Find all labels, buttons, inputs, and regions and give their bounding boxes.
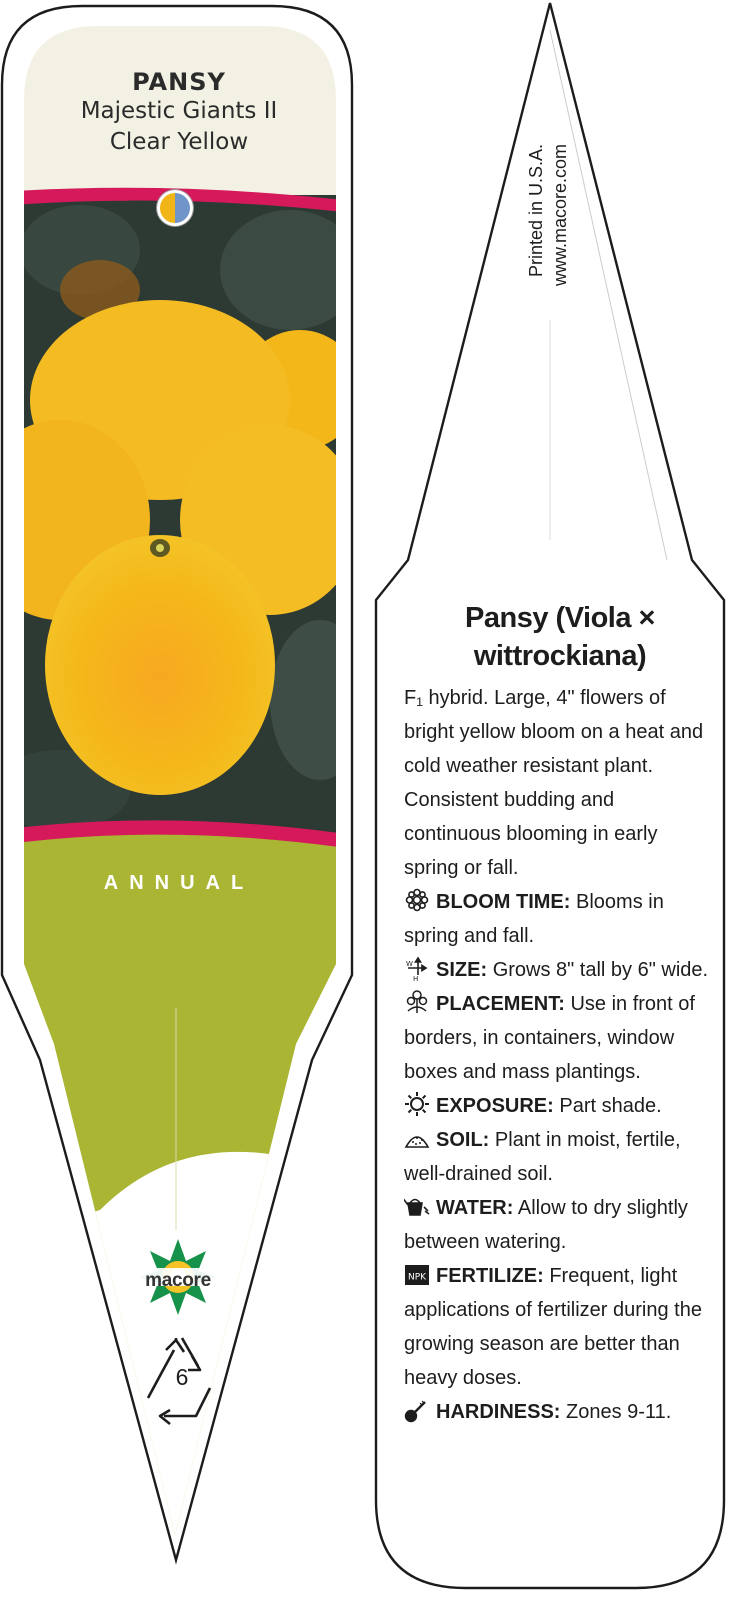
brand-logo-text: macore xyxy=(145,1270,211,1291)
attr-text: Part shade. xyxy=(559,1095,662,1117)
svg-text:NPK: NPK xyxy=(407,1272,427,1283)
attr-text: Blooms in spring and fall. xyxy=(404,891,664,947)
attr-water xyxy=(404,1191,716,1259)
placement-icon xyxy=(404,989,430,1015)
attr-label: SOIL: xyxy=(436,1129,490,1151)
printed-origin: Printed in U.S.A. xyxy=(526,143,546,278)
attr-text: Use in front of borders, in containers, window boxes and mass plantings. xyxy=(404,993,695,1083)
attr-text: Allow to dry slightly between watering. xyxy=(404,1197,688,1253)
attr-label: BLOOM TIME: xyxy=(436,891,571,913)
attr-label: PLACEMENT: xyxy=(436,993,565,1015)
recycle-code: 6 xyxy=(175,1364,189,1390)
sun-icon xyxy=(404,1091,430,1117)
attr-hardiness xyxy=(404,1395,716,1429)
plant-common-name: PANSY xyxy=(132,68,226,96)
npk-icon xyxy=(404,1261,430,1287)
size-icon xyxy=(404,955,430,981)
attr-fertilize xyxy=(404,1259,716,1395)
category-label: ANNUAL xyxy=(103,872,255,894)
attr-label: HARDINESS: xyxy=(436,1401,561,1423)
printed-website: www.macore.com xyxy=(550,143,570,287)
flower-icon xyxy=(404,887,430,913)
watering-can-icon xyxy=(404,1193,430,1219)
svg-text:H: H xyxy=(413,975,419,981)
attr-text: Zones 9-11. xyxy=(566,1401,672,1423)
color-indicator-icon xyxy=(157,190,193,226)
soil-icon xyxy=(404,1125,430,1151)
plant-title-block xyxy=(24,68,334,158)
attr-text: Grows 8" tall by 6" wide. xyxy=(492,959,709,981)
attr-label: SIZE: xyxy=(436,959,488,981)
thermometer-icon xyxy=(404,1397,430,1423)
attr-placement xyxy=(404,987,716,1089)
plant-description: F₁ hybrid. Large, 4" flowers of bright yellow bloom on a heat and cold weather resistant plant. Consistent budding and continuous blooming in early spring or fall. xyxy=(404,687,704,879)
attr-text: Plant in moist, fertile, well-drained soil. xyxy=(404,1129,681,1185)
attr-exposure xyxy=(404,1089,716,1123)
svg-text:W: W xyxy=(406,960,413,968)
attr-label: WATER: xyxy=(436,1197,514,1219)
care-info xyxy=(404,599,716,1429)
variety-line-1: Majestic Giants II xyxy=(80,98,278,124)
attr-bloom-time xyxy=(404,885,716,953)
scientific-name: Pansy (Viola × wittrockiana) xyxy=(465,602,655,672)
attr-soil xyxy=(404,1123,716,1191)
attr-text: Frequent, light applications of fertilizer during the growing season are better than heavy doses. xyxy=(404,1265,702,1389)
variety-line-2: Clear Yellow xyxy=(109,129,249,155)
printed-info xyxy=(524,144,572,286)
attr-size xyxy=(404,953,716,987)
attr-label: EXPOSURE: xyxy=(436,1095,554,1117)
attr-label: FERTILIZE: xyxy=(436,1265,544,1287)
